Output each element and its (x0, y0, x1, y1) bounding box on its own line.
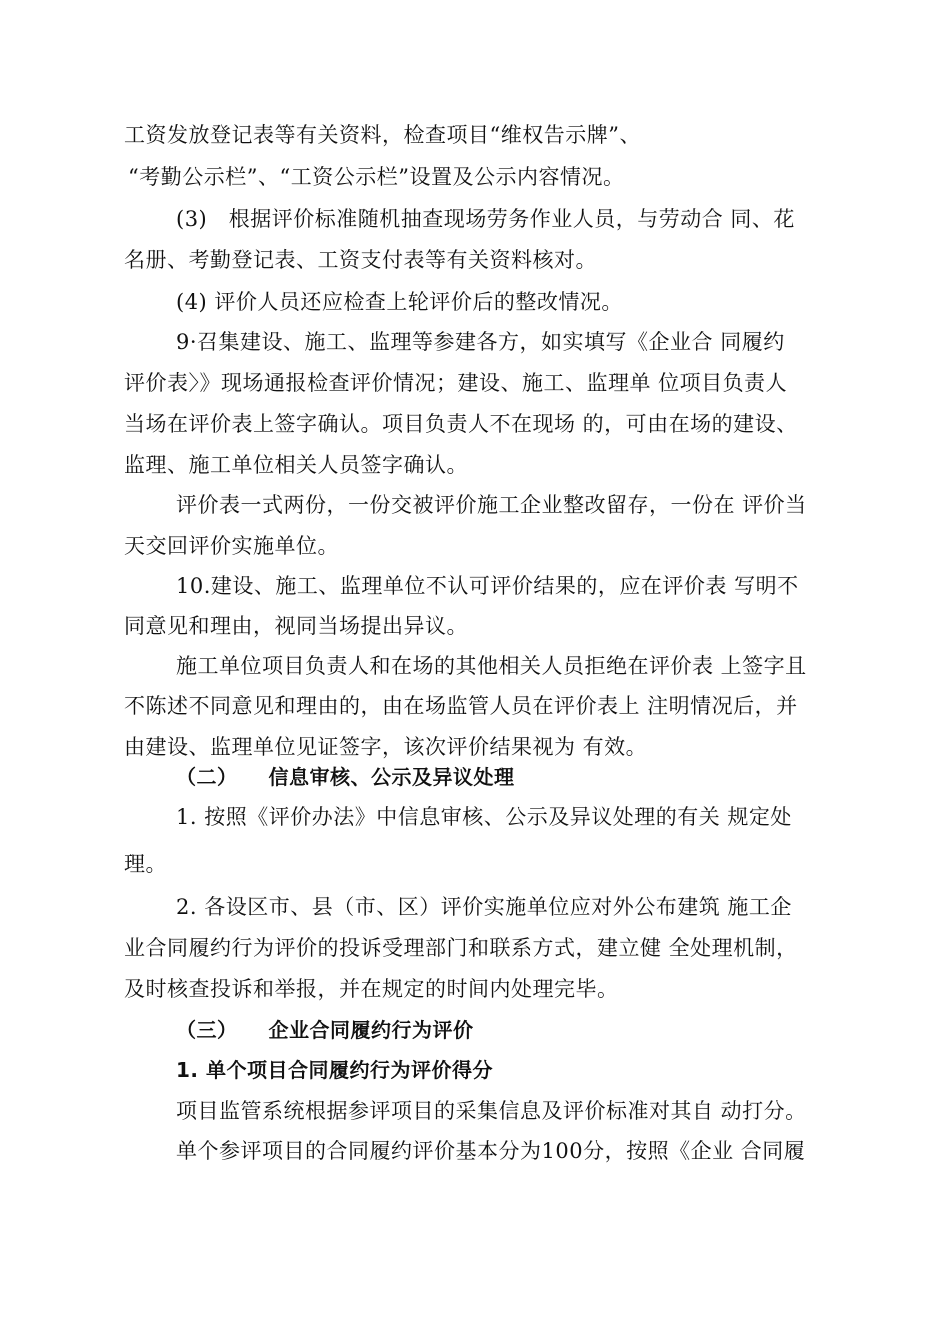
text-line-9: 监理、施工单位相关人员签字确认。 (124, 453, 468, 477)
section-heading-2: （二） 信息审核、公示及异议处理 (176, 765, 515, 789)
text-line-19: 理。 (124, 852, 167, 876)
text-line-25: 项目监管系统根据参评项目的采集信息及评价标准对其自 动打分。 (176, 1099, 807, 1123)
text-line-6: 9·召集建设、施工、监理等参建各方，如实填写《企业合 同履约 (176, 330, 785, 354)
text-line-18: 1. 按照《评价办法》中信息审核、公示及异议处理的有关 规定处 (176, 805, 792, 829)
text-line-7: 评价表〉》现场通报检查评价情况；建设、施工、监理单 位项目负责人 (124, 371, 788, 395)
text-line-4: 名册、考勤登记表、工资支付表等有关资料核对。 (124, 248, 597, 272)
text-line-8: 当场在评价表上签字确认。项目负责人不在现场 的，可由在场的建设、 (124, 412, 798, 436)
text-line-14: 施工单位项目负责人和在场的其他相关人员拒绝在评价表 上签字且 (176, 654, 807, 678)
text-line-1: 工资发放登记表等有关资料，检查项目“维权告示牌”、 (124, 123, 641, 147)
text-line-22: 及时核查投诉和举报，并在规定的时间内处理完毕。 (124, 977, 619, 1001)
text-line-15: 不陈述不同意见和理由的，由在场监管人员在评价表上 注明情况后，并 (124, 694, 798, 718)
text-line-26: 单个参评项目的合同履约评价基本分为100分，按照《企业 合同履 (176, 1139, 806, 1163)
text-line-3: (3) 根据评价标准随机抽查现场劳务作业人员，与劳动合 同、花 (176, 207, 795, 231)
text-line-20: 2. 各设区市、县（市、区）评价实施单位应对外公布建筑 施工企 (176, 895, 792, 919)
text-line-12: 10.建设、施工、监理单位不认可评价结果的，应在评价表 写明不 (176, 574, 799, 598)
text-line-13: 同意见和理由，视同当场提出异议。 (124, 614, 468, 638)
subsection-heading-1: 1. 单个项目合同履约行为评价得分 (176, 1058, 493, 1082)
text-line-21: 业合同履约行为评价的投诉受理部门和联系方式，建立健 全处理机制， (124, 936, 798, 960)
section-heading-3: （三） 企业合同履约行为评价 (176, 1018, 474, 1042)
text-line-11: 天交回评价实施单位。 (124, 534, 339, 558)
text-line-16: 由建设、监理单位见证签字，该次评价结果视为 有效。 (124, 735, 648, 759)
text-line-10: 评价表一式两份，一份交被评价施工企业整改留存，一份在 评价当 (176, 493, 807, 517)
text-line-5: (4) 评价人员还应检查上轮评价后的整改情况。 (176, 290, 623, 314)
text-line-2: “考勤公示栏”、“工资公示栏”设置及公示内容情况。 (128, 165, 625, 189)
